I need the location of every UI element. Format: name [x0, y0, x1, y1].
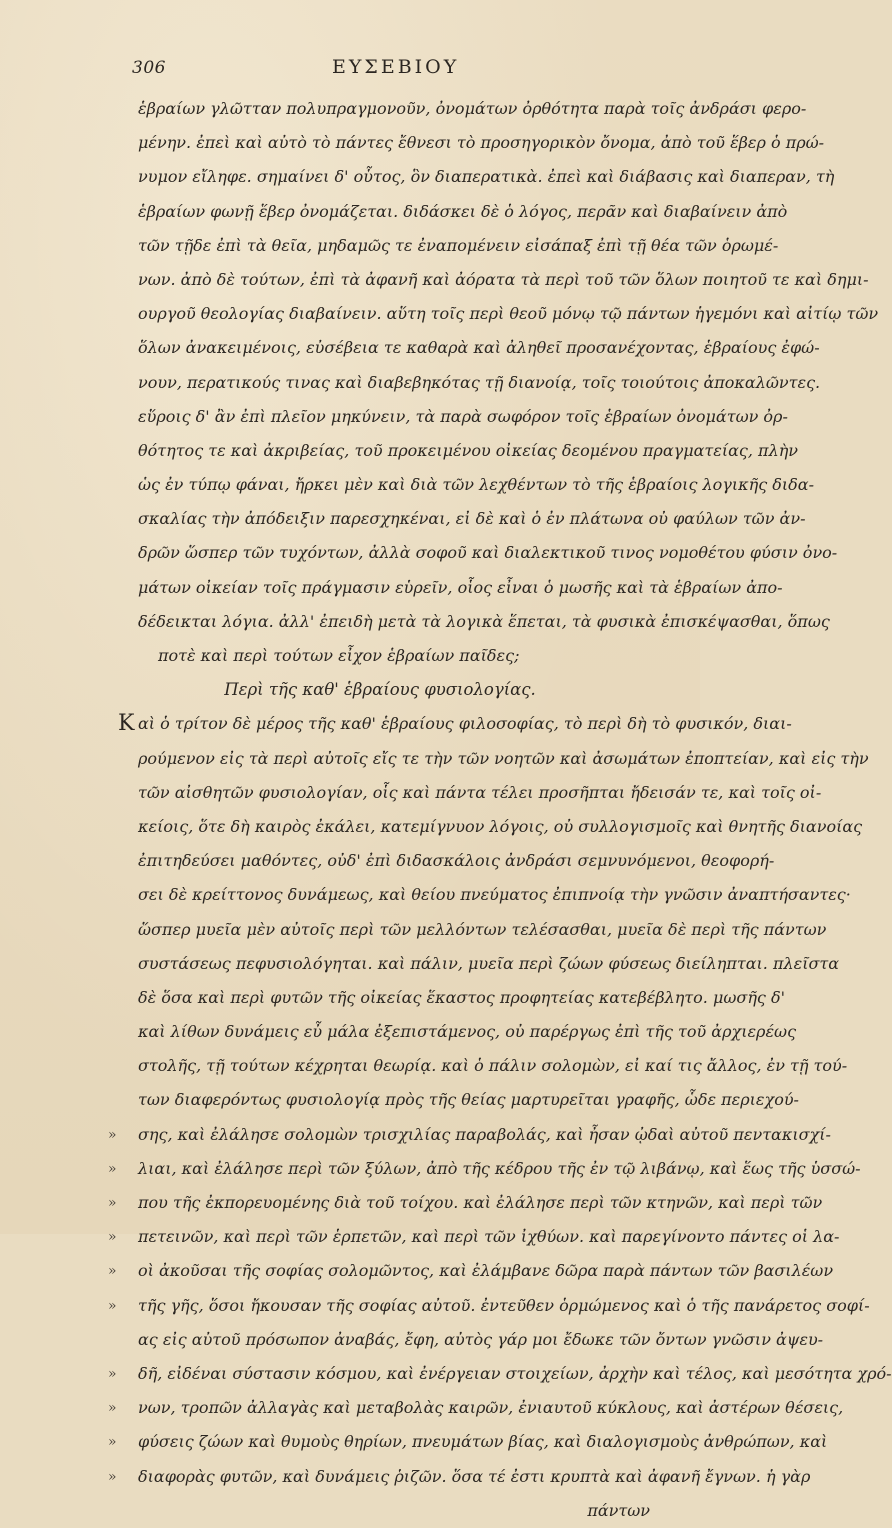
line-text: νων. ἀπὸ δὲ τούτων, ἐπὶ τὰ ἀφανῆ καὶ ἀόρατα τὰ περὶ τοῦ τῶν ὅλων ποιητοῦ τε καὶ δημι-: [138, 269, 869, 289]
quotation-mark: »: [108, 1400, 117, 1417]
quoted-text-line: [100, 1152, 861, 1186]
quotation-mark: »: [108, 1297, 117, 1314]
line-text: ποτὲ καὶ περὶ τούτων εἶχον ἑβραίων παῖδες;: [158, 646, 520, 665]
line-text: που τῆς ἐκπορευομένης διὰ τοῦ τοίχου. καὶ ἐλάλησε περὶ τῶν κτηνῶν, καὶ περὶ τῶν: [138, 1193, 823, 1212]
line-text: νων, τροπῶν ἀλλαγὰς καὶ μεταβολὰς καιρῶν, ἐνιαυτοῦ κύκλους, καὶ ἀστέρων θέσεις,: [138, 1398, 844, 1418]
text-line: [100, 844, 775, 878]
section-heading: [100, 673, 660, 707]
quoted-text-line: [100, 1357, 892, 1391]
quotation-mark: »: [108, 1365, 117, 1382]
folio-number: 306: [132, 58, 166, 78]
text-line: [100, 366, 821, 400]
line-text: ὥσπερ μυεῖα μὲν αὐτοῖς περὶ τῶν μελλόντων τελέσασθαι, μυεῖα δὲ περὶ τῆς πάντων: [138, 919, 827, 939]
text-line: [100, 571, 783, 605]
quoted-text-line: [100, 1254, 834, 1288]
text-line: [100, 776, 822, 810]
quoted-text-line: [100, 1289, 870, 1323]
quotation-mark: »: [108, 1468, 117, 1485]
quotation-mark: »: [108, 1160, 117, 1177]
text-line: [100, 434, 799, 468]
text-line: [100, 1049, 848, 1083]
line-text: τῶν αἰσθητῶν φυσιολογίαν, οἷς καὶ πάντα τέλει προσῆπται ἤδεισάν τε, καὶ τοῖς οἰ-: [138, 782, 822, 802]
text-line: [100, 1015, 797, 1049]
text-line: [100, 605, 830, 639]
initial-letter: Κ: [118, 711, 135, 737]
line-text: φύσεις ζώων καὶ θυμοὺς θηρίων, πνευμάτων βίας, καὶ διαλογισμοὺς ἀνθρώπων, καὶ: [138, 1432, 828, 1452]
text-line: [100, 981, 785, 1015]
line-text: δέδεικται λόγια. ἀλλ' ἐπειδὴ μετὰ τὰ λογικὰ ἕπεται, τὰ φυσικὰ ἐπισκέψασθαι, ὅπως: [138, 611, 830, 631]
quoted-text-line: [100, 1425, 828, 1459]
quotation-mark: »: [108, 1126, 117, 1143]
text-line: [100, 126, 825, 160]
text-line: [100, 1323, 824, 1357]
text-line: [100, 195, 788, 229]
line-text: νουν, περατικούς τινας καὶ διαβεβηκότας τῇ διανοίᾳ, τοῖς τοιούτοις ἀποκαλῶντες.: [138, 372, 821, 392]
line-text: ἑβραίων φωνῇ ἕβερ ὀνομάζεται. διδάσκει δὲ ὁ λόγος, περᾶν καὶ διαβαίνειν ἀπὸ: [138, 201, 788, 221]
line-text: συστάσεως πεφυσιολόγηται. καὶ πάλιν, μυεῖα περὶ ζώων φύσεως διείληπται. πλεῖστα: [138, 953, 840, 973]
quoted-text-line: [100, 1186, 823, 1220]
line-text: πετεινῶν, καὶ περὶ τῶν ἑρπετῶν, καὶ περὶ τῶν ἰχθύων. καὶ παρεγίνοντο πάντες οἱ λα-: [138, 1227, 840, 1247]
text-line: [100, 878, 851, 912]
line-text: τῶν τῇδε ἐπὶ τὰ θεῖα, μηδαμῶς τε ἐναπομένειν εἰσάπαξ ἐπὶ τῇ θέα τῶν ὁρωμέ-: [138, 235, 779, 255]
quotation-mark: »: [108, 1195, 117, 1211]
line-text: ὡς ἐν τύπῳ φάναι, ἤρκει μὲν καὶ διὰ τῶν λεχθέντων τὸ τῆς ἑβραίοις λογικῆς διδα-: [138, 475, 814, 495]
line-text: δῆ, εἰδέναι σύστασιν κόσμου, καὶ ἐνέργειαν στοιχείων, ἀρχὴν καὶ τέλος, καὶ μεσότητα χρό-: [138, 1363, 892, 1383]
text-line: [100, 160, 835, 194]
line-text: ας εἰς αὐτοῦ πρόσωπον ἀναβάς, ἔφη, αὐτὸς γάρ μοι ἔδωκε τῶν ὄντων γνῶσιν ἀψευ-: [138, 1329, 824, 1349]
line-text: πάντων: [587, 1500, 650, 1520]
line-text: μάτων οἰκείαν τοῖς πράγμασιν εὑρεῖν, οἷος εἶναι ὁ μωσῆς καὶ τὰ ἑβραίων ἀπο-: [138, 577, 783, 597]
text-line: [100, 1083, 799, 1117]
text-line: [100, 536, 838, 570]
line-text: δὲ ὅσα καὶ περὶ φυτῶν τῆς οἰκείας ἕκαστος προφητείας κατεβέβλητο. μωσῆς δ': [138, 987, 785, 1007]
text-line: [100, 810, 863, 844]
line-text: μένην. ἐπεὶ καὶ αὐτὸ τὸ πάντες ἔθνεσι τὸ προσηγορικὸν ὄνομα, ἀπὸ τοῦ ἕβερ ὁ πρώ-: [138, 133, 825, 153]
quotation-mark: »: [108, 1434, 117, 1451]
line-text: ἐπιτηδεύσει μαθόντες, οὐδ' ἐπὶ διδασκάλοις ἀνδράσι σεμνυνόμενοι, θεοφορή-: [138, 851, 775, 871]
line-text: νυμον εἴληφε. σημαίνει δ' οὗτος, ὃν διαπερατικὰ. ἐπεὶ καὶ διάβασις καὶ διαπεραν, τὴ: [138, 167, 835, 187]
catchword: [100, 1494, 660, 1528]
text-line: [100, 502, 806, 536]
line-text: θότητος τε καὶ ἀκριβείας, τοῦ προκειμένου οἰκείας δεομένου πραγματείας, πλὴν: [138, 440, 799, 460]
line-text: σκαλίας τὴν ἀπόδειξιν παρεσχηκέναι, εἰ δὲ καὶ ὁ ἐν πλάτωνα οὐ φαύλων τῶν ἀν-: [138, 509, 806, 529]
line-text: οὶ ἀκοῦσαι τῆς σοφίας σολομῶντος, καὶ ἐλάμβανε δῶρα παρὰ πάντων τῶν βασιλέων: [138, 1261, 834, 1281]
line-text: εὕροις δ' ἂν ἐπὶ πλεῖον μηκύνειν, τὰ παρὰ σωφόρον τοῖς ἑβραίων ὀνομάτων ὀρ-: [138, 406, 788, 426]
line-text: αὶ ὁ τρίτον δὲ μέρος τῆς καθ' ἑβραίους φιλοσοφίας, τὸ περὶ δὴ τὸ φυσικόν, διαι-: [138, 714, 792, 734]
line-text: σει δὲ κρείττονος δυνάμεως, καὶ θείου πνεύματος ἐπιπνοίᾳ τὴν γνῶσιν ἀναπτήσαντες·: [138, 885, 851, 905]
text-line: [100, 331, 820, 365]
line-text: Περὶ τῆς καθ' ἑβραίους φυσιολογίας.: [224, 680, 536, 700]
page-header: [132, 56, 652, 84]
line-text: καὶ λίθων δυνάμεις εὖ μάλα ἐξεπιστάμενος, οὐ παρέργως ἐπὶ τῆς τοῦ ἀρχιερέως: [138, 1022, 797, 1042]
line-text: ἑβραίων γλῶτταν πολυπραγμονοῦν, ὀνομάτων ὀρθότητα παρὰ τοῖς ἀνδράσι φερο-: [138, 99, 807, 118]
text-line: [100, 947, 840, 981]
text-line: [100, 297, 879, 331]
text-line: [100, 913, 827, 947]
quoted-text-line: [100, 1391, 844, 1425]
running-head: ΕΥΣΕΒΙΟΥ: [332, 56, 460, 78]
line-text: ὅλων ἀνακειμένοις, εὐσέβεια τε καθαρὰ καὶ ἀληθεῖ προσανέχοντας, ἑβραίους ἐφώ-: [138, 338, 820, 358]
text-line: [100, 263, 869, 297]
line-text: κείοις, ὅτε δὴ καιρὸς ἐκάλει, κατεμίγνυον λόγοις, οὐ συλλογισμοῖς καὶ θνητῆς διανοίας: [138, 816, 863, 836]
text-line: [100, 742, 869, 776]
quoted-text-line: [100, 1460, 811, 1494]
quotation-mark: »: [108, 1229, 117, 1246]
line-text: τῆς γῆς, ὅσοι ἤκουσαν τῆς σοφίας αὐτοῦ. ἐντεῦθεν ὁρμώμενος καὶ ὁ τῆς πανάρετος σοφί-: [138, 1295, 870, 1315]
text-line: [100, 229, 779, 263]
quoted-text-line: [100, 1118, 831, 1152]
line-text: δρῶν ὥσπερ τῶν τυχόντων, ἀλλὰ σοφοῦ καὶ διαλεκτικοῦ τινος νομοθέτου φύσιν ὀνο-: [138, 543, 838, 563]
text-line: [100, 92, 807, 126]
text-line-with-initial: [100, 707, 792, 741]
line-text: σης, καὶ ἐλάλησε σολομὼν τρισχιλίας παραβολάς, καὶ ἦσαν ᾠδαὶ αὐτοῦ πεντακισχί-: [138, 1124, 831, 1144]
main-text-block: [100, 92, 892, 1528]
quotation-mark: »: [108, 1263, 117, 1280]
line-text: των διαφερόντως φυσιολογίᾳ πρὸς τῆς θείας μαρτυρεῖται γραφῆς, ὧδε περιεχού-: [138, 1090, 799, 1110]
text-line: [100, 639, 660, 673]
line-text: ρούμενον εἰς τὰ περὶ αὐτοῖς εἴς τε τὴν τῶν νοητῶν καὶ ἀσωμάτων ἐποπτείαν, καὶ εἰς τὴν: [138, 748, 869, 768]
text-line: [100, 400, 788, 434]
text-line: [100, 468, 814, 502]
line-text: ουργοῦ θεολογίας διαβαίνειν. αὕτη τοῖς περὶ θεοῦ μόνῳ τῷ πάντων ἡγεμόνι καὶ αἰτίῳ τῶν: [138, 304, 879, 324]
line-text: στολῆς, τῇ τούτων κέχρηται θεωρίᾳ. καὶ ὁ πάλιν σολομὼν, εἰ καί τις ἄλλος, ἐν τῇ τού-: [138, 1056, 848, 1076]
line-text: διαφορὰς φυτῶν, καὶ δυνάμεις ῥιζῶν. ὅσα τέ ἐστι κρυπτὰ καὶ ἀφανῆ ἔγνων. ἡ γὰρ: [138, 1466, 811, 1486]
line-text: λιαι, καὶ ἐλάλησε περὶ τῶν ξύλων, ἀπὸ τῆς κέδρου τῆς ἐν τῷ λιβάνῳ, καὶ ἕως τῆς ὑσσώ-: [138, 1158, 861, 1178]
quoted-text-line: [100, 1220, 840, 1254]
